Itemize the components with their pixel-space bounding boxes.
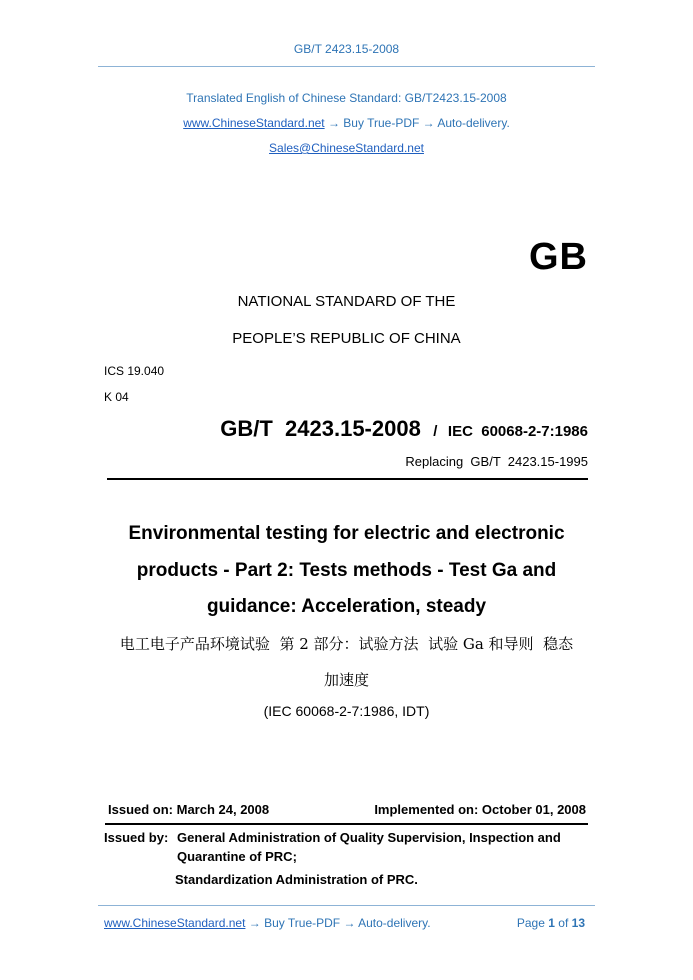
footer-rule [98,905,595,906]
issued-on-date: Issued on: March 24, 2008 [108,802,270,817]
replacing-note: Replacing GB/T 2423.15-1995 [405,454,588,469]
page-current: 1 [548,916,555,930]
title-en-line3: guidance: Acceleration, steady [206,596,487,617]
page-of: of [558,916,569,930]
issued-by-label: Issued by: [104,830,169,845]
idt-note: (IEC 60068-2-7:1986, IDT) [263,703,430,719]
title-cn-line2: 加速度 [323,671,369,689]
page-total: 13 [571,916,585,930]
footer-purchase-suffix: → Buy True-PDF → Auto-delivery. [245,916,431,930]
title-rule [107,478,588,480]
site-link[interactable]: www.ChineseStandard.net [183,116,325,130]
header-rule [98,66,595,67]
email-line [0,141,693,155]
title-en-line2: products - Part 2: Tests methods - Test Ga and [136,560,557,581]
iec-reference: IEC 60068-2-7:1986 [447,423,588,440]
purchase-line [0,116,693,130]
running-header: GB/T 2423.15-2008 [293,42,400,56]
ics-code: ICS 19.040 [104,364,165,378]
class-code: K 04 [104,390,129,404]
translation-note: Translated English of Chinese Standard: GB/T2423.15-2008 [186,91,507,105]
title-cn-line1: 电工电子产品环境试验 第 2 部分：试验方法 试验 Ga 和导则 稳态 [119,635,574,653]
implemented-on-date: Implemented on: October 01, 2008 [374,802,586,817]
issued-by-line2: Quarantine of PRC; [177,849,297,864]
title-en-line1: Environmental testing for electric and electronic [128,523,565,544]
footer-site-link[interactable]: www.ChineseStandard.net [104,916,246,930]
standard-number: GB/T 2423.15-2008 [220,416,421,441]
national-standard-line2: PEOPLE’S REPUBLIC OF CHINA [232,330,461,347]
standard-separator: / [433,423,438,440]
issued-by-line1: General Administration of Quality Supervision, Inspection and [177,830,561,845]
standard-number-line [220,416,588,442]
gb-logo: GB [529,236,588,278]
dates-rule [105,823,588,825]
national-standard-line1: NATIONAL STANDARD OF THE [237,293,456,310]
email-link[interactable]: Sales@ChineseStandard.net [269,141,424,155]
purchase-suffix: → Buy True-PDF → Auto-delivery. [324,116,510,130]
page-label: Page [516,916,545,930]
page-indicator [517,916,585,930]
footer-purchase-line [104,916,431,930]
issued-by-line3: Standardization Administration of PRC. [175,872,418,887]
